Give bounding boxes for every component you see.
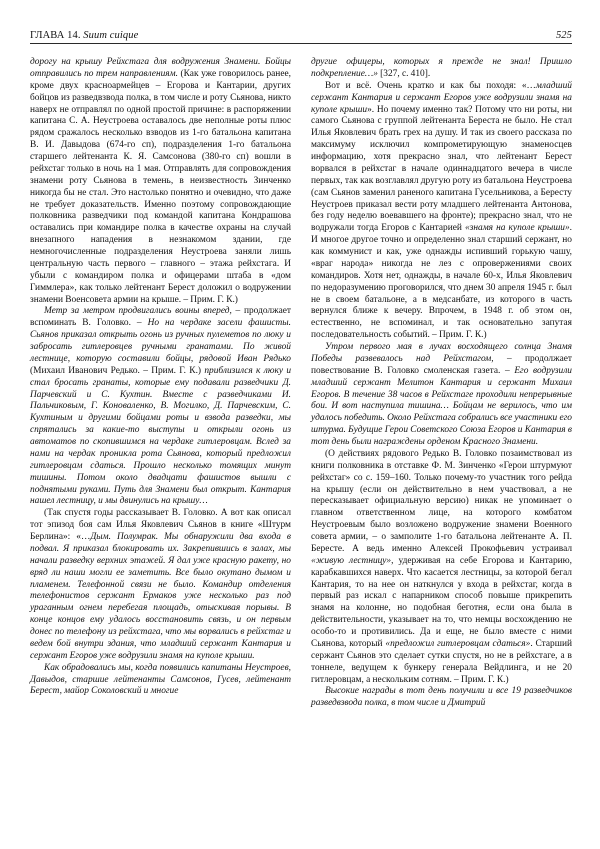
paragraph-syanov-book	[30, 508, 291, 662]
chapter-label: ГЛАВА 14.	[30, 30, 81, 41]
two-column-body	[30, 57, 572, 710]
analysis-b: ». Но почему именно так? Потому что ни роты, ни самого Сьянова с группой лейтенанта Береста не было. Не стал Илья Яковлевич брать грех на душу. И так из своего рассказа по максимуму исключил компрометирующую знаменосцев информацию, хотя прекрасно знал, что лейтенант Берест ворвался в рейхстаг в начале одиннадцатого вечера в числе первых, так как возглавлял другую роту из батальона Неустроева (сам Сьянов заменил раненого капитана Гусельникова, а Бересту Неустроев приказал вести роту младшего лейтенанта Антонова, без году неделю воевавшего на фронте); прекрасно знал, что не водружали тогда Егоров с Кантарией	[311, 104, 572, 234]
golovko-quote-c: приблизился к люку и стал бросать гранаты, которые ему подавали разведчики Д. Парчевский и С. Кухтин. Вместе с разведчиками И. Пальчиковым, Г. Коноваленко, В. Могилко, Д. Парчевским, С. Кухтиным и другими бойцами роты и взвода разведки, мы спрятались за какие-то выступы и открыли огонь из автоматов по скопившимся на чердаке гитлеровцам. Вслед за нами на чердак проникла рота Сьянова, который предложил гитлеровцам сдаться. Прошло несколько томящих минут тишины. Потом около двадцати фашистов вышли с поднятыми руками. Путь для Знамени был открыт. Кантария нашел лестницу, и мы двинулись на крышу…	[30, 365, 292, 507]
editor-note-b-c: . Старший сержант Сьянов это сделает сутки спустя, но не в рейхстаге, а в тоннеле, ведущем к бункеру генерала Вейдлинга, и не 20 гитлеровцам, а нескольким сотням. – Прим. Г. К.)	[311, 638, 572, 685]
analysis-a: Вот и всё. Очень кратко и как бы походя: «…	[325, 80, 536, 91]
editor-commentary-a: (Так спустя годы рассказывает В. Головко. А вот как описал тот эпизод боя сам Илья Яковлевич Сьянов в книге «Штурм Берлина»: «…	[30, 508, 291, 542]
running-head	[30, 30, 572, 44]
chapter-title: Suum cuique	[83, 30, 139, 41]
source-reference: [327, с. 410].	[377, 68, 431, 79]
analysis-c: . И многое другое точно и определенно знал старший сержант, но как коммунист и как, уже однажды испивший горькую чашу, «враг народа» никогда не лез с опровержениями своих командиров. Хотя нет, однажды, в начале 60-х, Илья Яковлевич по недоразумению проговорился, что днем 30 апреля 1945 г. был не в своем батальоне, а в медсанбате, из которого в часть вернулся ближе к вечеру. Впрочем, в 1948 г. об этом он, естественно, не вспоминал, и так основательно запутая последовательность событий. – Прим. Г. К.)	[311, 223, 572, 341]
attribution-b: продолжает повествование В. Головко смоленская газета. –	[311, 353, 572, 376]
paragraph-newspaper-account	[311, 342, 572, 449]
syanov-quote: Дым. Полумрак. Мы обнаружили два входа в подвал. Я приказал блокировать их. Закрепившись в залах, мы начали разведку верхних этажей. Я дал уже красную ракету, но вряд ли наши могли ее заметить. Все было окутано дымом и пламенем. Телефонной связи не было. Командир отделения телефонистов сержант Ермаков уже несколько раз под ураганным огнем перебегая площадь, отыскивая порывы. В конце концов ему удалось восстановить связь, и он первым донес по телефону из рейхстага, что мы ворвались в рейхстаг и ведем бой внутри здания, что младший сержант Кантария и сержант Егоров уже водрузили знамя на куполе крыши.	[30, 532, 291, 661]
editor-note-roman: (Как уже говорилось ранее, кроме двух красноармейцев – Егорова и Кантарии, других бойцов из разведвзвода полка, в том числе и роту Сьянова, никто наверх не отправлял по одной простой причине: в распоряжении капитана С. А. Неустроева оставалось две неполные роты плюс рядом сражалось несколько взводов из 1-го батальона капитана В. И. Давыдова (674-го сп), подразделения 1-го батальона старшего лейтенанта К. Я. Самсонова (380-го сп) вошли в рейхстаг только в ночь на 1 мая. Отправлять для сопровождения знамени роту Сьянова в темень, в неизвестность Зинченко никогда бы не стал. Это настолько понятно и очевидно, что даже не требует доказательств. Именно поэтому сопровождающие полковника разведчики под командой капитана Кондрашова оставались при командире полка в качестве охраны на случай внезапного нападения в незнакомом здании, где немногочисленные подразделения Неустроева заняли лишь центральную часть первого – главного – этажа рейхстага. И убыли с командиром полка и офицерами штаба в «дом Гиммлера», как только лейтенант Берест доложил о водружении знамени Военсовета армии на крыше. – Прим. Г. К.)	[30, 68, 291, 305]
analysis-quote-1: младший сержант Кантария и сержант Егоров уже водрузили знамя на куполе крыши	[311, 80, 572, 115]
newspaper-quote-a: Утром первого мая в лучах восходящего солнца Знамя Победы развевалось над Рейхстагом, –	[311, 342, 572, 364]
paragraph-awards: Высокие награды в тот день получили и все 19 разведчиков разведвзвода полка, в том числе и Дмитрий	[311, 686, 572, 709]
running-head-left	[30, 30, 138, 41]
golovko-quote-a: Метр за метром продвигались воины вперед, –	[44, 306, 241, 317]
page-number: 525	[555, 30, 572, 41]
attribution-a: продолжает вспоминать В. Головко. –	[30, 306, 291, 329]
paragraph-syanov-continued: Как обрадовались мы, когда появились капитаны Неустроев, Давыдов, старшие лейтенанты Самсонов, Гусев, лейтенант Берест, майор Соколовский и многие	[30, 662, 291, 697]
analysis-quote-2: «знамя на куполе крыши»	[465, 223, 570, 234]
editor-note-b-a: (О действиях рядового Редько В. Головко позаимствовал из книги полковника в отставке Ф. М. Зинченко «Герои штурмуют рейхстаг» со с. 159–160. Только почему-то участник того рейда на крышу (если он действительно в нем участвовал, а не пересказывает официальную версию) никак не упоминает о главном ответственном лице, на которого комбатом Неустроевым было возложено водружение знамени Военного совета армии, – о замполите 1-го батальона лейтенанте А. П. Бересте. А ведь именно Алексей Прокофьевич устраивал	[311, 448, 572, 554]
editor-note-italic-1: «живую лестницу»	[311, 555, 392, 566]
paragraph-author-analysis	[311, 81, 572, 342]
paragraph-golovko-account	[30, 306, 291, 508]
editor-note-italic-2: «предложил гитлеровцам сдаться»	[385, 638, 531, 649]
editor-note-b-b: , удерживая на себе Егорова и Кантарию, карабкавшихся наверх. Что касается лестницы, за которой бегал Кантария, то на нее он наткнулся у входа в рейхстаг, когда в первый раз искал с напарником способ повыше прикрепить знамя на колонне, но подобная беготня, если она была в действительности, указывает на то, что немцы восхождению не особо-то и противились. Да и еще, не было вместе с ними Сьянова, который	[311, 555, 572, 649]
paragraph-editor-note-long	[311, 449, 572, 687]
syanov-quote-end: другие офицеры, которых я прежде не знал! Пришло подкрепление…»	[311, 57, 572, 79]
paragraph-continued-quote	[30, 57, 291, 306]
golovko-quote-b: Но на чердаке засели фашисты. Сьянов приказал открыть огонь из ручных пулеметов по люку и забросать гитлеровцев ручными гранатами. По живой лестнице, которую составили бойцы, рядовой Иван Рядько	[30, 318, 292, 364]
paragraph-quote-end	[311, 57, 572, 81]
newspaper-quote-b: Его водрузили младший сержант Мелитон Кантария и сержант Михаил Егоров. В течение 38 часов в Рейхстаге проходили непрерывные бои. И вот наступила тишина… Бойцам не верилось, что им удалось победить. Около Рейхстага собрались все участники его штурма. Будущие Герои Советского Союза Егоров и Кантария в тот день были награждены орденом Красного Знамени.	[311, 365, 572, 447]
right-column	[311, 57, 572, 710]
editor-note-inline: (Михаил Иванович Редько. – Прим. Г. К.)	[30, 365, 205, 376]
left-column	[30, 57, 291, 698]
quote-italic-lead: дорогу на крышу Рейхстага для водружения Знамени. Бойцы отправились по трем направлениям.	[30, 57, 291, 79]
